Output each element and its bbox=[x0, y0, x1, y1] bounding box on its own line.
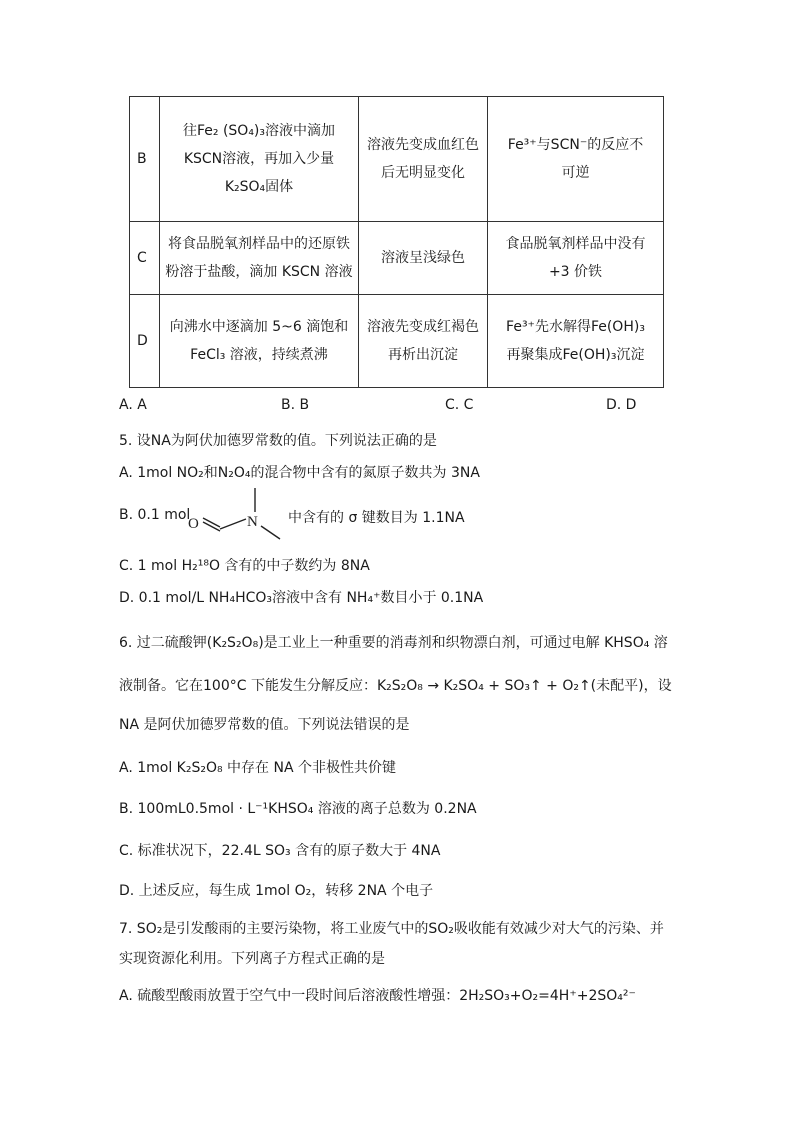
q6-stem-line2: 液制备。它在100°C 下能发生分解反应：K₂S₂O₈ → K₂SO₄ + SO₃↑ + O₂↑(未配平)，设 bbox=[119, 678, 672, 694]
phenomenon-cell bbox=[359, 97, 488, 222]
row-label: D bbox=[130, 295, 160, 388]
choice-d: D. D bbox=[606, 397, 637, 413]
oxygen-atom: O bbox=[188, 516, 199, 532]
table-row bbox=[130, 295, 664, 388]
q5-option-c: C. 1 mol H₂¹⁸O 含有的中子数约为 8NA bbox=[119, 558, 370, 574]
cell-line: 溶液先变成红褐色 bbox=[367, 319, 479, 335]
choice-b: B. B bbox=[281, 397, 310, 413]
cell-line: 再聚集成Fe(OH)₃沉淀 bbox=[506, 347, 645, 363]
q6-option-d: D. 上述反应，每生成 1mol O₂，转移 2NA 个电子 bbox=[119, 883, 434, 899]
q6-option-c: C. 标准状况下，22.4L SO₃ 含有的原子数大于 4NA bbox=[119, 843, 441, 859]
cell-line: KSCN溶液，再加入少量 bbox=[183, 151, 335, 167]
q5-option-a: A. 1mol NO₂和N₂O₄的混合物中含有的氮原子数共为 3NA bbox=[119, 465, 480, 481]
q5-option-b-prefix: B. 0.1 mol bbox=[119, 507, 191, 523]
operation-cell bbox=[160, 295, 359, 388]
cell-line: Fe³⁺与SCN⁻的反应不 bbox=[507, 137, 644, 153]
cell-line: 向沸水中逐滴加 5~6 滴饱和 bbox=[169, 319, 349, 335]
operation-cell bbox=[160, 97, 359, 222]
cell-line: 再析出沉淀 bbox=[388, 347, 458, 363]
row-label: B bbox=[130, 97, 160, 222]
table-row bbox=[130, 222, 664, 295]
cell-line: +3 价铁 bbox=[548, 264, 603, 280]
conclusion-cell bbox=[488, 295, 664, 388]
table-row bbox=[130, 97, 664, 222]
cell-line: 往Fe₂ (SO₄)₃溶液中滴加 bbox=[182, 123, 336, 139]
cell-line: 将食品脱氧剂样品中的还原铁 bbox=[168, 236, 350, 252]
cell-line: K₂SO₄固体 bbox=[224, 179, 294, 195]
dimethylformamide-structure bbox=[186, 484, 282, 544]
cell-line: 后无明显变化 bbox=[381, 165, 465, 181]
q6-option-a: A. 1mol K₂S₂O₈ 中存在 NA 个非极性共价键 bbox=[119, 760, 397, 776]
q5-stem: 5. 设NA为阿伏加德罗常数的值。下列说法正确的是 bbox=[119, 433, 437, 449]
phenomenon-cell: 溶液呈浅绿色 bbox=[359, 222, 488, 295]
phenomenon-cell bbox=[359, 295, 488, 388]
q7-option-a: A. 硫酸型酸雨放置于空气中一段时间后溶液酸性增强：2H₂SO₃+O₂=4H⁺+2SO₄²⁻ bbox=[119, 988, 636, 1004]
choice-a: A. A bbox=[119, 397, 147, 413]
cell-line: Fe³⁺先水解得Fe(OH)₃ bbox=[506, 319, 645, 335]
cell-line: 食品脱氧剂样品中没有 bbox=[505, 236, 646, 252]
cell-line: FeCl₃ 溶液，持续煮沸 bbox=[190, 347, 328, 363]
choice-c: C. C bbox=[445, 397, 474, 413]
operation-cell bbox=[160, 222, 359, 295]
q7-stem-line2: 实现资源化利用。下列离子方程式正确的是 bbox=[119, 951, 385, 967]
conclusion-cell bbox=[488, 97, 664, 222]
q6-stem-line3: NA 是阿伏加德罗常数的值。下列说法错误的是 bbox=[119, 717, 410, 733]
nitrogen-atom: N bbox=[247, 514, 258, 530]
row-label: C bbox=[130, 222, 160, 295]
conclusion-cell bbox=[488, 222, 664, 295]
q7-stem-line1: 7. SO₂是引发酸雨的主要污染物，将工业废气中的SO₂吸收能有效减少对大气的污染、并 bbox=[119, 921, 664, 937]
q5-option-d: D. 0.1 mol/L NH₄HCO₃溶液中含有 NH₄⁺数目小于 0.1NA bbox=[119, 590, 484, 606]
experiment-table bbox=[129, 96, 664, 388]
cell-line: 粉溶于盐酸，滴加 KSCN 溶液 bbox=[165, 264, 353, 280]
q6-stem-line1: 6. 过二硫酸钾(K₂S₂O₈)是工业上一种重要的消毒剂和织物漂白剂，可通过电解 KHSO₄ 溶 bbox=[119, 635, 668, 651]
q5-option-b-suffix: 中含有的 σ 键数目为 1.1NA bbox=[288, 510, 465, 526]
cell-line: 溶液先变成血红色 bbox=[367, 137, 479, 153]
q6-option-b: B. 100mL0.5mol · L⁻¹KHSO₄ 溶液的离子总数为 0.2NA bbox=[119, 801, 477, 817]
cell-line: 可逆 bbox=[561, 165, 590, 181]
